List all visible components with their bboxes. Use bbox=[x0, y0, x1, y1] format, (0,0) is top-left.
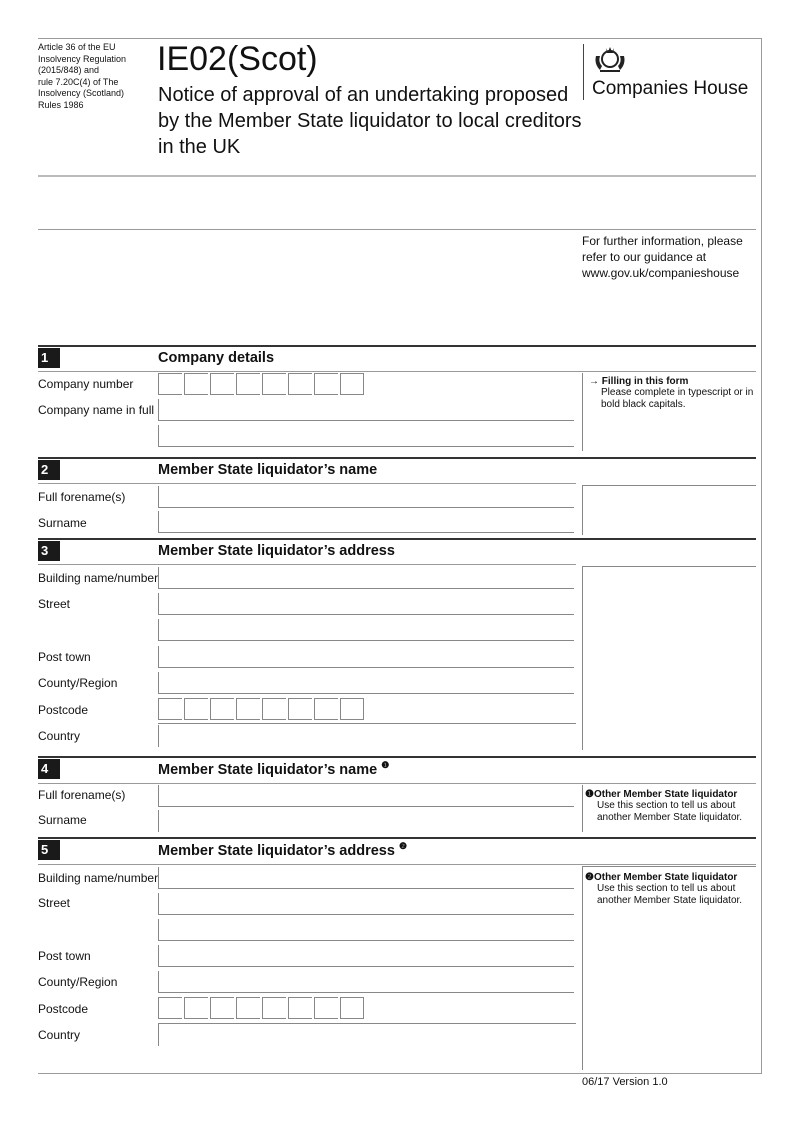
forenames-label-2: Full forename(s) bbox=[38, 788, 126, 802]
royal-crest-icon bbox=[592, 44, 628, 79]
section-1-title: Company details bbox=[158, 350, 275, 366]
char-box[interactable] bbox=[288, 373, 312, 395]
section-5-underline bbox=[38, 864, 756, 865]
liquidator-forenames-input[interactable] bbox=[158, 486, 574, 508]
char-box[interactable] bbox=[184, 997, 208, 1019]
liquidator-2-forenames-input[interactable] bbox=[158, 785, 574, 807]
note-1-marker: ❶ bbox=[381, 760, 390, 770]
char-box[interactable] bbox=[262, 373, 286, 395]
section-1-number: 1 bbox=[38, 348, 60, 368]
char-box[interactable] bbox=[340, 997, 364, 1019]
char-box[interactable] bbox=[236, 373, 260, 395]
filling-note: → Filling in this form Please complete in typescript or in bold black capitals. bbox=[582, 373, 756, 451]
char-box[interactable] bbox=[262, 997, 286, 1019]
liquidator-2-surname-input[interactable] bbox=[158, 810, 574, 832]
liquidator-surname-input[interactable] bbox=[158, 511, 574, 533]
section-5-rule bbox=[38, 837, 756, 839]
form-version: 06/17 Version 1.0 bbox=[582, 1076, 668, 1088]
section-2-number: 2 bbox=[38, 460, 60, 480]
char-box[interactable] bbox=[314, 997, 338, 1019]
country-input[interactable] bbox=[158, 725, 574, 747]
postcode-label-2: Postcode bbox=[38, 1002, 89, 1016]
building-input[interactable] bbox=[158, 567, 574, 589]
header-rule bbox=[38, 175, 756, 177]
section-1-rule bbox=[38, 345, 756, 347]
section-2-title: Member State liquidator’s name bbox=[158, 462, 378, 478]
page-right-border bbox=[761, 38, 762, 1074]
street-input-2b[interactable] bbox=[158, 919, 574, 941]
building-input-2[interactable] bbox=[158, 867, 574, 889]
building-label: Building name/number bbox=[38, 571, 159, 585]
section-4-number: 4 bbox=[38, 759, 60, 779]
section-4-rule bbox=[38, 756, 756, 758]
char-box[interactable] bbox=[158, 997, 182, 1019]
arrow-right-icon: → bbox=[589, 376, 599, 387]
char-box[interactable] bbox=[340, 698, 364, 720]
section-2-side-box bbox=[582, 485, 756, 535]
building-label-2: Building name/number bbox=[38, 871, 159, 885]
company-name-input-1[interactable] bbox=[158, 399, 574, 421]
post-town-label: Post town bbox=[38, 650, 91, 664]
county-label: County/Region bbox=[38, 676, 118, 690]
legal-basis: Article 36 of the EU Insolvency Regulation (2015/848) and rule 7.20C(4) of The Insolvency (Scotland) Rules 1986 bbox=[38, 42, 127, 110]
street-label: Street bbox=[38, 597, 71, 611]
company-name-label: Company name in full bbox=[38, 403, 155, 417]
county-label-2: County/Region bbox=[38, 975, 118, 989]
section-1-underline bbox=[38, 371, 756, 372]
char-box[interactable] bbox=[236, 698, 260, 720]
char-box[interactable] bbox=[236, 997, 260, 1019]
char-box[interactable] bbox=[314, 373, 338, 395]
char-box[interactable] bbox=[288, 698, 312, 720]
section-5-number: 5 bbox=[38, 840, 60, 860]
form-code: IE02(Scot) bbox=[157, 40, 318, 78]
county-input[interactable] bbox=[158, 672, 574, 694]
section-4-title: Member State liquidator’s name $^❶$ bbox=[158, 760, 390, 778]
org-name: Companies House bbox=[592, 78, 749, 99]
char-box[interactable] bbox=[158, 698, 182, 720]
surname-label: Surname bbox=[38, 516, 87, 530]
other-liquidator-note-2: ❷Other Member State liquidator Use this section to tell us about another Member State liquidator. bbox=[582, 866, 756, 1070]
char-box[interactable] bbox=[210, 997, 234, 1019]
section-4-underline bbox=[38, 783, 756, 784]
country-input-2[interactable] bbox=[158, 1024, 574, 1046]
logo-divider bbox=[583, 44, 584, 100]
post-town-input-2[interactable] bbox=[158, 945, 574, 967]
post-town-label-2: Post town bbox=[38, 949, 91, 963]
street-input-2[interactable] bbox=[158, 619, 574, 641]
char-box[interactable] bbox=[262, 698, 286, 720]
char-box[interactable] bbox=[210, 373, 234, 395]
guidance-text: For further information, please refer to our guidance at www.gov.uk/companieshouse bbox=[582, 234, 743, 280]
note-2-marker: ❷ bbox=[398, 841, 408, 851]
char-box[interactable] bbox=[314, 698, 338, 720]
page-top-border bbox=[38, 38, 762, 39]
country-label: Country bbox=[38, 729, 81, 743]
surname-label-2: Surname bbox=[38, 813, 87, 827]
post-town-input[interactable] bbox=[158, 646, 574, 668]
other-liquidator-note-1: ❶Other Member State liquidator Use this section to tell us about another Member State liquidator. bbox=[582, 785, 756, 832]
form-title: Notice of approval of an undertaking proposed by the Member State liquidator to local creditors in the UK bbox=[158, 84, 582, 158]
char-box[interactable] bbox=[210, 698, 234, 720]
street-label-2: Street bbox=[38, 896, 71, 910]
section-2-rule bbox=[38, 457, 756, 459]
char-box[interactable] bbox=[288, 997, 312, 1019]
char-box[interactable] bbox=[158, 373, 182, 395]
section-3-rule bbox=[38, 538, 756, 540]
char-box[interactable] bbox=[184, 698, 208, 720]
company-name-input-2[interactable] bbox=[158, 425, 574, 447]
street-input-2a[interactable] bbox=[158, 893, 574, 915]
section-3-side-box bbox=[582, 566, 756, 750]
section-3-underline bbox=[38, 564, 576, 565]
forenames-label: Full forename(s) bbox=[38, 490, 126, 504]
section-3-title: Member State liquidator’s address bbox=[158, 543, 395, 559]
section-5-title: Member State liquidator’s address $^❷$ bbox=[158, 841, 408, 859]
page-bottom-border bbox=[38, 1073, 762, 1074]
char-box[interactable] bbox=[184, 373, 208, 395]
section-2-underline bbox=[38, 483, 576, 484]
guidance-rule bbox=[38, 229, 756, 230]
char-box[interactable] bbox=[340, 373, 364, 395]
postcode-label: Postcode bbox=[38, 703, 89, 717]
county-input-2[interactable] bbox=[158, 971, 574, 993]
street-input-1[interactable] bbox=[158, 593, 574, 615]
company-number-label: Company number bbox=[38, 377, 134, 391]
country-label-2: Country bbox=[38, 1028, 81, 1042]
postcode-underline bbox=[158, 723, 576, 724]
section-3-number: 3 bbox=[38, 541, 60, 561]
